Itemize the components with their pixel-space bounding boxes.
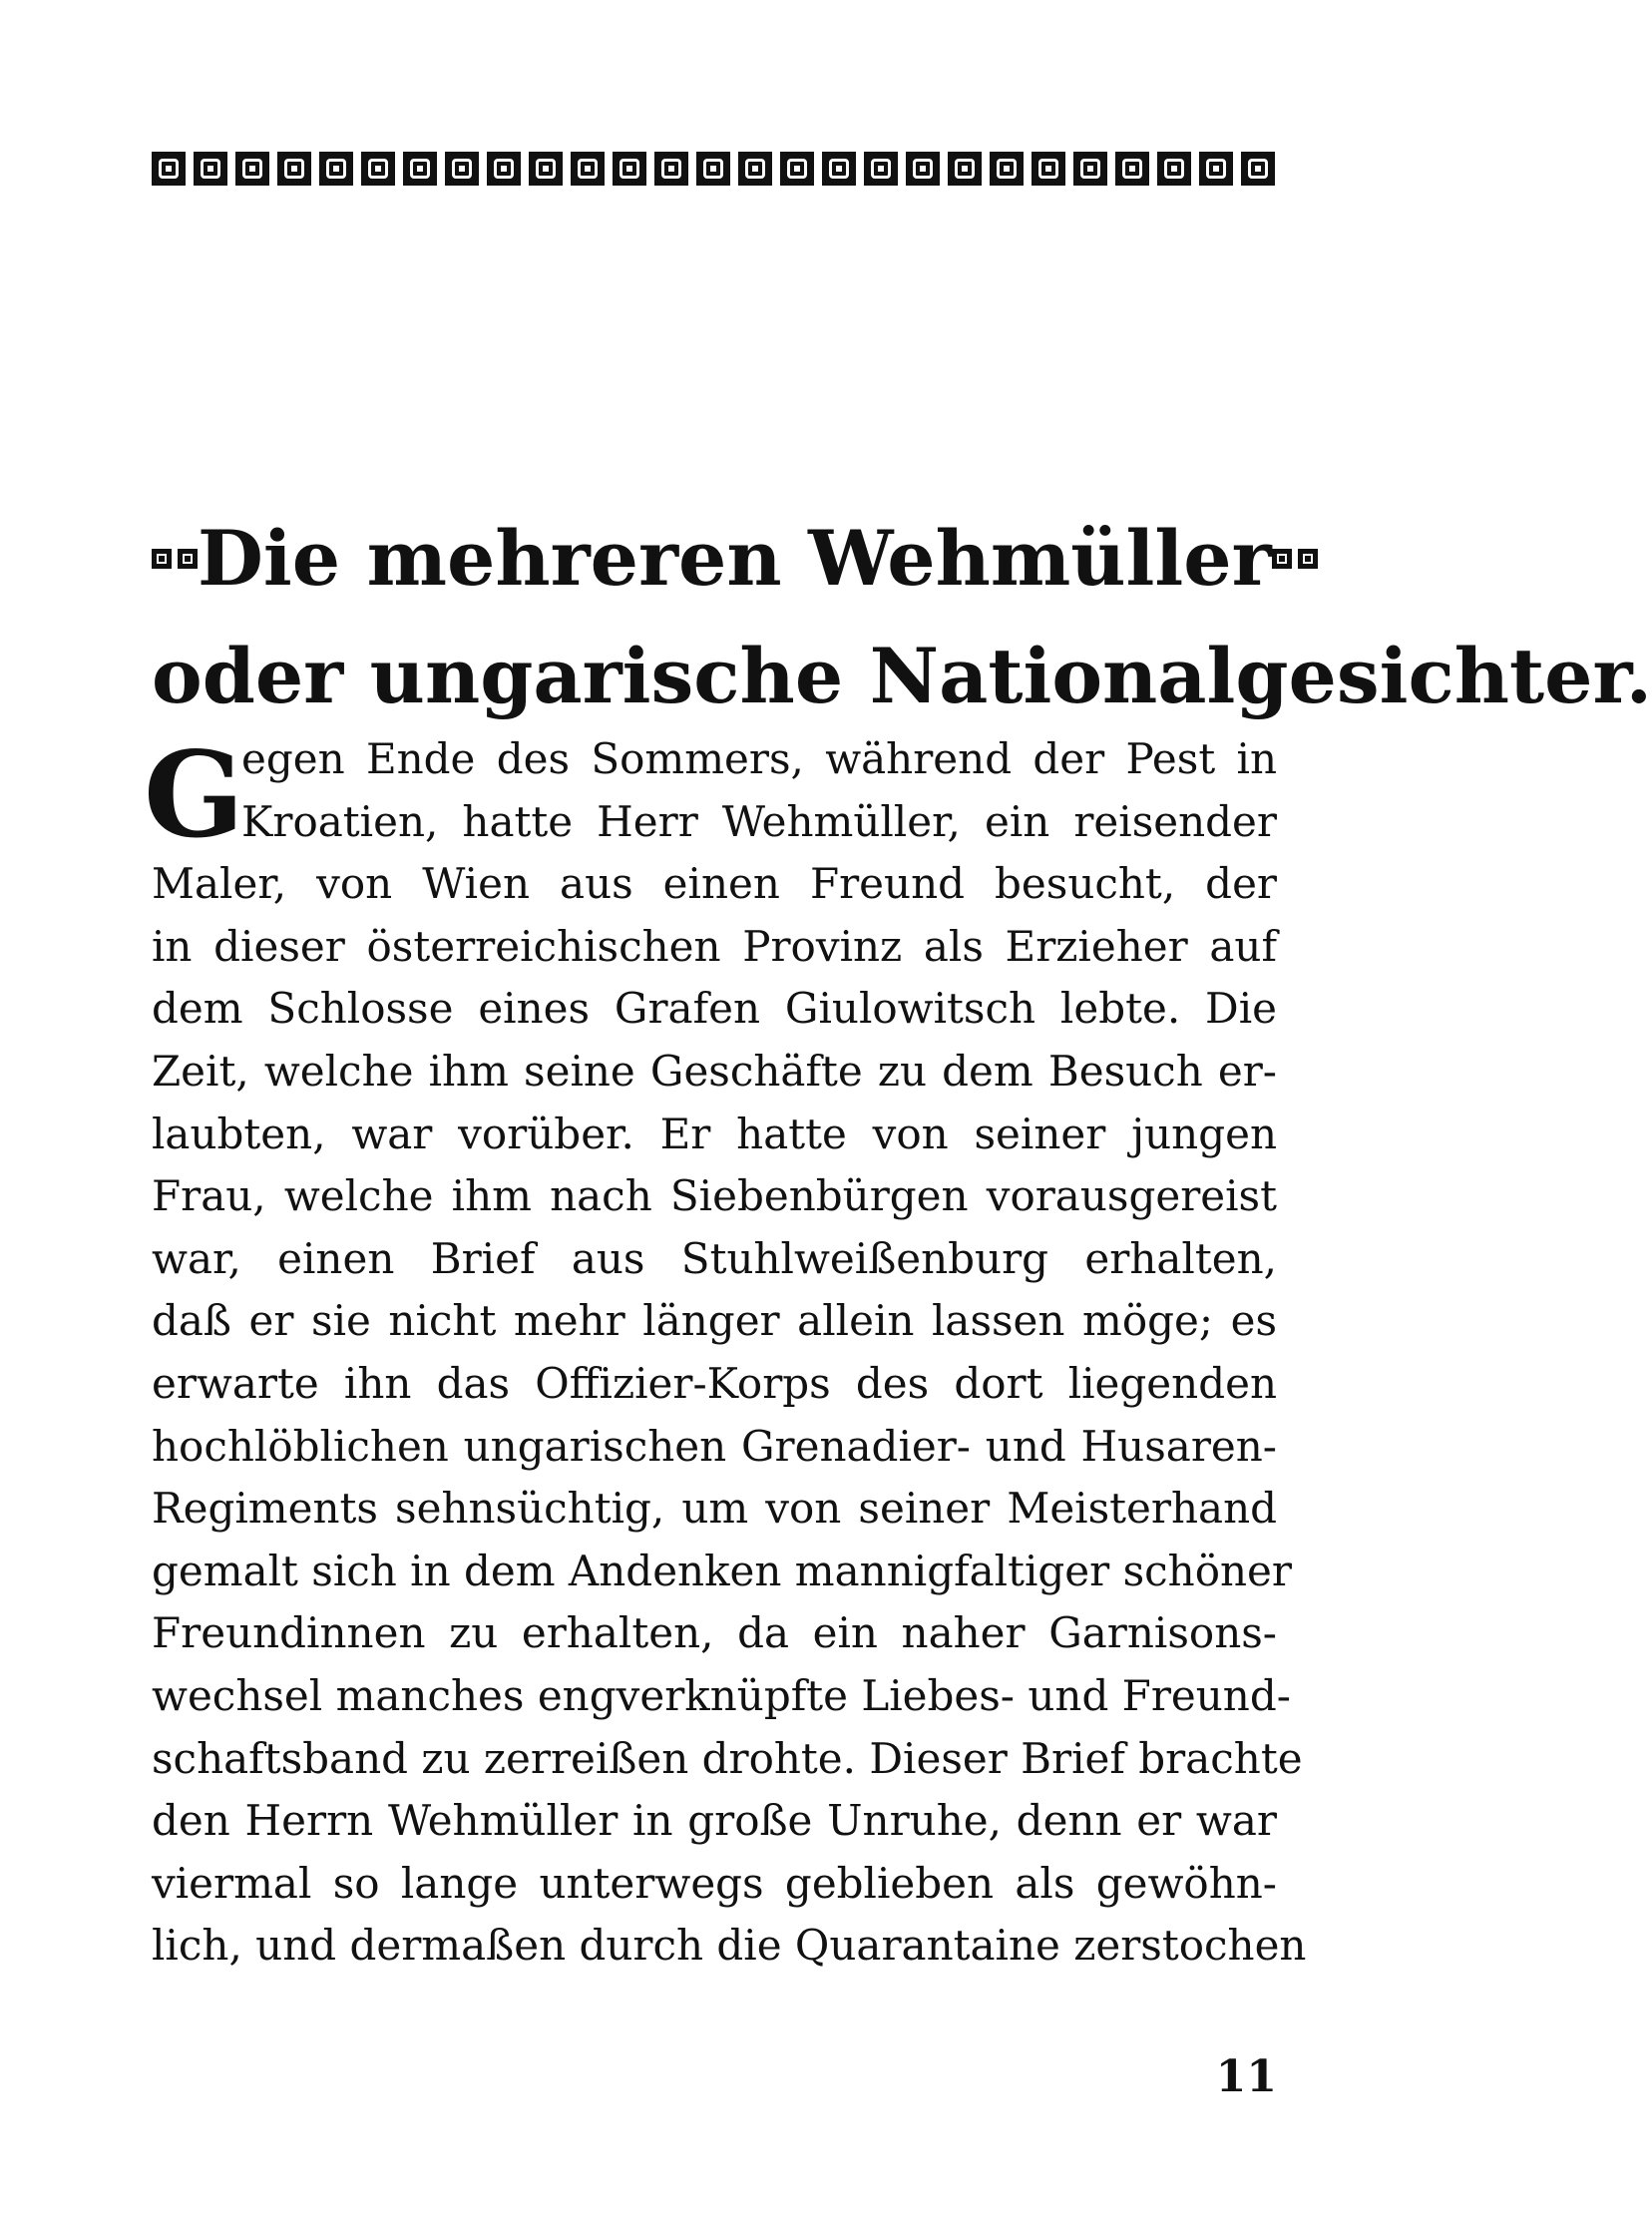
ornament-square	[194, 152, 227, 186]
chapter-title-text-2: oder ungarische Nationalgesichter.	[152, 632, 1652, 720]
text-line: in dieser österreichischen Provinz als Erzieher auf	[152, 921, 1277, 971]
ornament-square	[235, 152, 269, 186]
ornament-square	[361, 152, 395, 186]
ornament-square	[738, 152, 772, 186]
text-line: viermal so lange unterwegs geblieben als gewöhn-	[152, 1858, 1277, 1908]
chapter-title-text-1: Die mehreren Wehmüller	[198, 514, 1272, 603]
ornament-square	[906, 152, 940, 186]
ornament-square	[822, 152, 856, 186]
text-line: schaftsband zu zerreißen drohte. Dieser Brief brachte	[152, 1733, 1303, 1783]
text-line: hochlöblichen ungarischen Grenadier- und Husaren-	[152, 1421, 1277, 1471]
ornament-square	[277, 152, 311, 186]
ornament-square	[654, 152, 688, 186]
text-line: Maler, von Wien aus einen Freund besucht, der	[152, 859, 1277, 909]
text-line: gemalt sich in dem Andenken mannigfaltiger schöner	[152, 1546, 1292, 1595]
text-line: Zeit, welche ihm seine Geschäfte zu dem Besuch er-	[152, 1046, 1277, 1096]
ornamental-header-band	[152, 150, 1275, 188]
text-line: daß er sie nicht mehr länger allein lassen möge; es	[152, 1296, 1277, 1346]
chapter-title-line-1	[152, 504, 1275, 614]
text-line: laubten, war vorüber. Er hatte von seiner jungen	[152, 1109, 1277, 1158]
ornament-square	[1115, 152, 1149, 186]
text-line: dem Schlosse eines Grafen Giulowitsch lebte. Die	[152, 984, 1277, 1034]
text-line: lich, und dermaßen durch die Quarantaine zerstochen	[152, 1921, 1307, 1971]
ornament-square	[445, 152, 479, 186]
ornament-square	[1241, 152, 1275, 186]
ornament-square	[1199, 152, 1233, 186]
text-line: wechsel manches engverknüpfte Liebes- und Freund-	[152, 1670, 1291, 1720]
ornament-square	[864, 152, 898, 186]
title-ornament-left	[152, 549, 198, 569]
ornament-square	[780, 152, 814, 186]
title-ornament-right	[1272, 549, 1318, 569]
text-line: egen Ende des Sommers, während der Pest in	[241, 734, 1277, 783]
ornament-square	[613, 152, 646, 186]
ornament-square	[319, 152, 353, 186]
ornament-square	[403, 152, 437, 186]
ornament-square	[948, 152, 982, 186]
ornament-square	[1157, 152, 1191, 186]
ornament-square	[529, 152, 563, 186]
drop-cap: G	[144, 725, 244, 864]
text-line: Kroatien, hatte Herr Wehmüller, ein reisender	[241, 796, 1277, 846]
chapter-title-line-2	[152, 622, 1652, 731]
page-number: 11	[1215, 2051, 1277, 2102]
ornament-square	[696, 152, 730, 186]
ornament-square	[152, 152, 186, 186]
ornament-square	[571, 152, 605, 186]
ornament-square	[1032, 152, 1065, 186]
chapter-title	[152, 504, 1652, 731]
ornament-square	[487, 152, 521, 186]
ornament-square	[990, 152, 1024, 186]
text-line: den Herrn Wehmüller in große Unruhe, denn er war	[152, 1796, 1277, 1846]
body-text	[152, 728, 1307, 1978]
text-line: Frau, welche ihm nach Siebenbürgen vorausgereist	[152, 1171, 1277, 1221]
text-line: Freundinnen zu erhalten, da ein naher Garnisons-	[152, 1608, 1277, 1658]
text-line: war, einen Brief aus Stuhlweißenburg erhalten,	[152, 1233, 1277, 1283]
text-line: erwarte ihn das Offizier-Korps des dort liegenden	[152, 1358, 1277, 1408]
ornament-square	[1073, 152, 1107, 186]
text-line: Regiments sehnsüchtig, um von seiner Meisterhand	[152, 1484, 1277, 1534]
